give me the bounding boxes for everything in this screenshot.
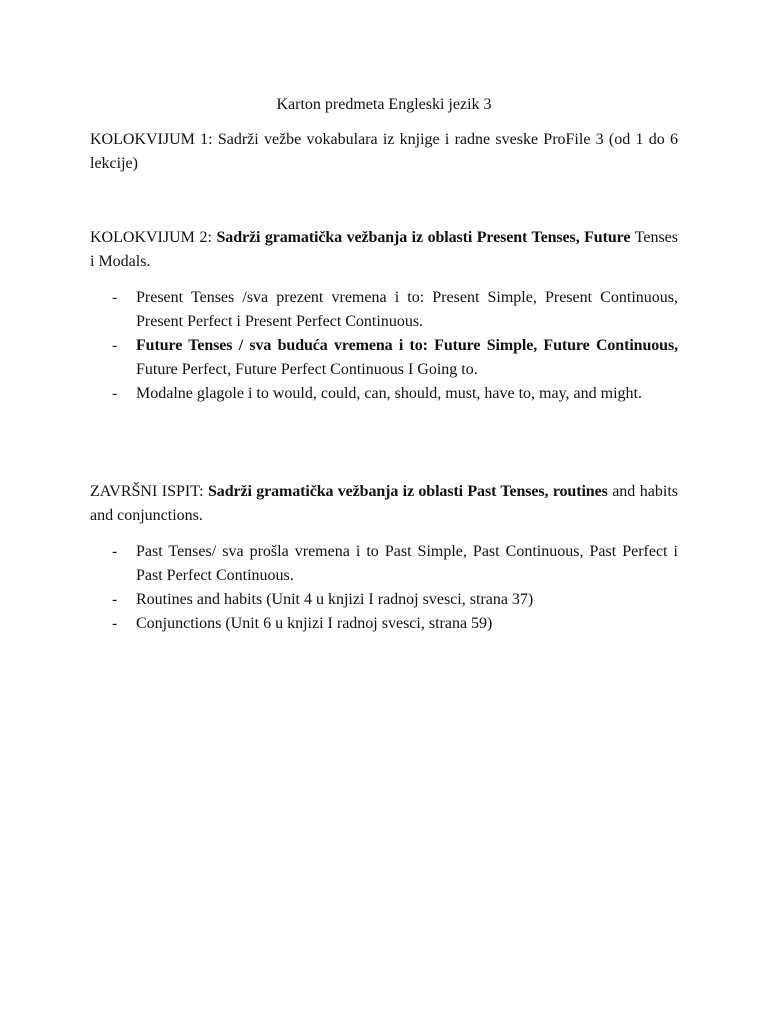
list-bullet: - <box>112 591 118 608</box>
list-bullet: - <box>112 289 118 306</box>
list-item <box>90 540 678 588</box>
list-item <box>90 334 678 382</box>
list-item-text-rest: Future Perfect, Future Perfect Continuous I Going to. <box>136 361 478 378</box>
kolokvijum-2-text-rest: Tenses i Modals. <box>90 229 679 270</box>
list-bullet: - <box>112 337 118 354</box>
kolokvijum-1-text: Sadrži vežbe vokabulara iz knjige i radne sveske ProFile 3 (od 1 do 6 lekcije) <box>90 131 679 172</box>
list-item-text-bold: Future Tenses / sva buduća vremena i to: Future Simple, Future Continuous, <box>136 337 678 354</box>
list-item-text: Past Tenses/ sva prošla vremena i to Past Simple, Past Continuous, Past Perfect i Past Perfect Continuous. <box>136 543 678 584</box>
list-item-text: Modalne glagole i to would, could, can, should, must, have to, may, and might. <box>136 385 642 402</box>
zavrsni-ispit-text-bold: Sadrži gramatička vežbanja iz oblasti Past Tenses, routines <box>203 483 608 500</box>
list-item <box>90 588 678 612</box>
kolokvijum-2-text-bold: Sadrži gramatička vežbanja iz oblasti Present Tenses, Future <box>211 229 631 246</box>
list-bullet: - <box>112 543 118 560</box>
list-item-text: Present Tenses /sva prezent vremena i to: Present Simple, Present Continuous, Present Perfect i Present Perfect Continuous. <box>136 289 678 330</box>
document-title: Karton predmeta Engleski jezik 3 <box>276 96 492 113</box>
kolokvijum-1-paragraph <box>90 128 678 176</box>
list-item-text: Conjunctions (Unit 6 u knjizi I radnoj svesci, strana 59) <box>136 615 493 632</box>
list-item <box>90 612 678 636</box>
kolokvijum-2-list <box>90 286 678 406</box>
kolokvijum-2-label: KOLOKVIJUM 2: <box>90 229 212 246</box>
zavrsni-ispit-list <box>90 540 678 636</box>
kolokvijum-1-label: KOLOKVIJUM 1: <box>90 131 213 148</box>
kolokvijum-2-paragraph <box>90 226 678 274</box>
zavrsni-ispit-label: ZAVRŠNI ISPIT: <box>90 483 204 500</box>
list-item-text: Routines and habits (Unit 4 u knjizi I radnoj svesci, strana 37) <box>136 591 534 608</box>
list-item <box>90 382 678 406</box>
zavrsni-ispit-paragraph <box>90 480 678 528</box>
list-item <box>90 286 678 334</box>
list-bullet: - <box>112 615 118 632</box>
list-bullet: - <box>112 385 118 402</box>
zavrsni-ispit-text-rest: and habits and conjunctions. <box>90 483 678 524</box>
